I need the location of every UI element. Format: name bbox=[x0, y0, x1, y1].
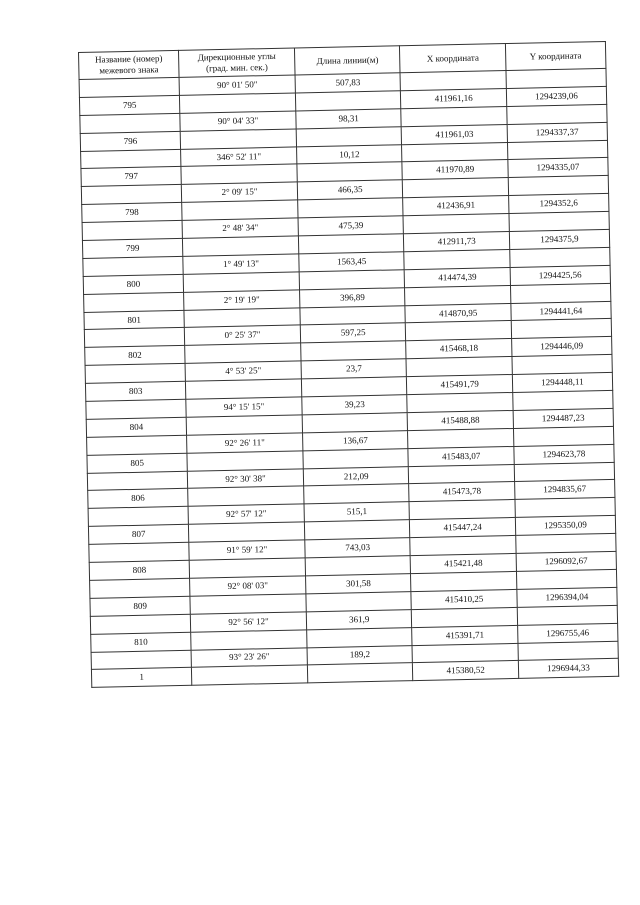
cell-y bbox=[513, 426, 614, 446]
cell-length bbox=[305, 556, 411, 576]
table-body bbox=[79, 68, 619, 687]
cell-length bbox=[300, 305, 406, 325]
cell-length bbox=[298, 234, 404, 254]
cell-name: 796 bbox=[80, 131, 180, 151]
cell-length bbox=[299, 270, 405, 290]
cell-name: 799 bbox=[82, 238, 182, 258]
cell-angle: 90° 04' 33" bbox=[180, 111, 296, 131]
cell-x bbox=[412, 607, 518, 627]
cell-name: 804 bbox=[86, 417, 186, 437]
cell-name: 1 bbox=[91, 668, 191, 688]
cell-name: 798 bbox=[82, 203, 182, 223]
cell-name: 808 bbox=[89, 560, 189, 580]
header-y: Y координата bbox=[505, 41, 606, 70]
cell-length: 475,39 bbox=[298, 216, 404, 236]
cell-angle: 1° 49' 13" bbox=[183, 254, 299, 274]
cell-y bbox=[516, 569, 617, 589]
cell-y: 1294239,06 bbox=[506, 86, 607, 106]
cell-name bbox=[83, 256, 183, 276]
cell-y: 1294337,37 bbox=[507, 122, 608, 142]
cell-x: 412911,73 bbox=[404, 232, 510, 252]
cell-angle: 92° 08' 03" bbox=[190, 576, 306, 596]
cell-length bbox=[301, 377, 407, 397]
cell-x: 415391,71 bbox=[412, 625, 518, 645]
cell-angle: 94° 15' 15" bbox=[186, 397, 302, 417]
cell-angle: 2° 09' 15" bbox=[181, 182, 297, 202]
cell-x bbox=[412, 643, 518, 663]
cell-x: 415380,52 bbox=[413, 661, 519, 681]
cell-x: 415410,25 bbox=[411, 589, 517, 609]
cell-name: 809 bbox=[90, 596, 190, 616]
cell-y bbox=[507, 140, 608, 160]
cell-length: 212,09 bbox=[303, 466, 409, 486]
cell-y: 1294352,6 bbox=[508, 194, 609, 214]
cell-y: 1294441,64 bbox=[511, 301, 612, 321]
cell-name: 802 bbox=[85, 346, 185, 366]
cell-length: 136,67 bbox=[303, 430, 409, 450]
cell-angle bbox=[192, 665, 308, 685]
cell-length bbox=[304, 484, 410, 504]
cell-name bbox=[82, 220, 182, 240]
cell-y: 1294425,56 bbox=[510, 265, 611, 285]
cell-x: 414474,39 bbox=[405, 267, 511, 287]
cell-name: 801 bbox=[84, 310, 184, 330]
cell-x: 415421,48 bbox=[411, 553, 517, 573]
cell-angle: 2° 19' 19" bbox=[184, 290, 300, 310]
cell-x bbox=[403, 178, 509, 198]
cell-length bbox=[301, 341, 407, 361]
cell-length bbox=[306, 591, 412, 611]
cell-length bbox=[298, 198, 404, 218]
cell-name bbox=[81, 185, 181, 205]
cell-angle: 346° 52' 11" bbox=[181, 147, 297, 167]
cell-name bbox=[90, 578, 190, 598]
cell-length: 23,7 bbox=[301, 359, 407, 379]
cell-y bbox=[512, 355, 613, 375]
cell-x bbox=[402, 142, 508, 162]
cell-y bbox=[507, 104, 608, 124]
cell-y bbox=[515, 498, 616, 518]
cell-y bbox=[517, 605, 618, 625]
cell-angle: 0° 25' 37" bbox=[184, 325, 300, 345]
cell-name: 806 bbox=[88, 489, 188, 509]
cell-y: 1294375,9 bbox=[509, 229, 610, 249]
cell-y: 1296755,46 bbox=[517, 623, 618, 643]
cell-x bbox=[408, 428, 514, 448]
cell-name: 810 bbox=[91, 632, 191, 652]
cell-length: 515,1 bbox=[304, 502, 410, 522]
cell-length bbox=[295, 91, 401, 111]
cell-y: 1296394,04 bbox=[517, 587, 618, 607]
cell-y: 1294623,78 bbox=[514, 444, 615, 464]
cell-x: 415468,18 bbox=[406, 339, 512, 359]
cell-angle: 91° 59' 12" bbox=[189, 540, 305, 560]
cell-name bbox=[79, 77, 179, 97]
cell-x: 411961,03 bbox=[402, 124, 508, 144]
cell-length bbox=[303, 448, 409, 468]
cell-x: 414870,95 bbox=[405, 303, 511, 323]
cell-x bbox=[406, 321, 512, 341]
coordinates-table bbox=[78, 41, 619, 688]
cell-y bbox=[516, 534, 617, 554]
cell-length: 743,03 bbox=[305, 538, 411, 558]
scanned-page bbox=[78, 41, 619, 683]
cell-y bbox=[506, 68, 607, 88]
cell-y: 1294335,07 bbox=[508, 158, 609, 178]
cell-x bbox=[406, 357, 512, 377]
cell-name bbox=[84, 328, 184, 348]
header-length: Длина линии(м) bbox=[295, 46, 401, 75]
cell-length bbox=[297, 162, 403, 182]
cell-angle: 92° 30' 38" bbox=[187, 468, 303, 488]
cell-length bbox=[307, 663, 413, 683]
cell-x bbox=[403, 214, 509, 234]
header-name: Название (номер) межевого знака bbox=[79, 50, 180, 79]
cell-y: 1296092,67 bbox=[516, 551, 617, 571]
cell-y bbox=[508, 176, 609, 196]
cell-x bbox=[405, 285, 511, 305]
cell-x bbox=[401, 106, 507, 126]
cell-length: 301,58 bbox=[306, 574, 412, 594]
cell-name bbox=[87, 471, 187, 491]
cell-name bbox=[88, 507, 188, 527]
cell-y: 1294835,67 bbox=[514, 480, 615, 500]
cell-length: 597,25 bbox=[300, 323, 406, 343]
cell-x bbox=[400, 71, 506, 91]
cell-y bbox=[513, 390, 614, 410]
cell-name bbox=[87, 435, 187, 455]
cell-length bbox=[304, 520, 410, 540]
cell-x: 412436,91 bbox=[403, 196, 509, 216]
cell-name bbox=[89, 542, 189, 562]
cell-angle: 92° 56' 12" bbox=[190, 612, 306, 632]
cell-name bbox=[91, 650, 191, 670]
cell-angle: 4° 53' 25" bbox=[185, 361, 301, 381]
cell-angle: 92° 57' 12" bbox=[188, 504, 304, 524]
cell-y bbox=[509, 212, 610, 232]
cell-length: 507,83 bbox=[295, 73, 401, 93]
cell-name bbox=[90, 614, 190, 634]
header-x: X координата bbox=[400, 44, 506, 73]
cell-y bbox=[510, 247, 611, 267]
cell-y bbox=[510, 283, 611, 303]
cell-angle: 2° 48' 34" bbox=[182, 218, 298, 238]
cell-x bbox=[409, 500, 515, 520]
cell-x: 415491,79 bbox=[407, 375, 513, 395]
cell-x bbox=[407, 393, 513, 413]
cell-y: 1294446,09 bbox=[511, 337, 612, 357]
cell-angle: 92° 26' 11" bbox=[187, 433, 303, 453]
cell-name: 803 bbox=[85, 381, 185, 401]
cell-length: 361,9 bbox=[306, 609, 412, 629]
cell-y bbox=[511, 319, 612, 339]
cell-y: 1295350,09 bbox=[515, 516, 616, 536]
cell-x bbox=[411, 571, 517, 591]
cell-x: 415447,24 bbox=[410, 518, 516, 538]
cell-length: 1563,45 bbox=[299, 252, 405, 272]
cell-x: 415473,78 bbox=[409, 482, 515, 502]
cell-name: 800 bbox=[83, 274, 183, 294]
cell-x: 411961,16 bbox=[401, 88, 507, 108]
header-angle: Дирекционные углы (град. мин. сек.) bbox=[179, 48, 295, 77]
cell-length bbox=[296, 126, 402, 146]
cell-length: 39,23 bbox=[302, 395, 408, 415]
cell-name bbox=[81, 149, 181, 169]
cell-length: 396,89 bbox=[300, 287, 406, 307]
cell-length: 466,35 bbox=[297, 180, 403, 200]
cell-length: 189,2 bbox=[307, 645, 413, 665]
cell-y bbox=[514, 462, 615, 482]
cell-angle: 90° 01' 50" bbox=[179, 75, 295, 95]
cell-length bbox=[307, 627, 413, 647]
cell-x: 411970,89 bbox=[402, 160, 508, 180]
cell-angle: 93° 23' 26" bbox=[191, 647, 307, 667]
cell-length bbox=[302, 413, 408, 433]
cell-name bbox=[85, 364, 185, 384]
cell-y bbox=[518, 641, 619, 661]
cell-length: 98,31 bbox=[296, 109, 402, 129]
cell-name: 807 bbox=[88, 525, 188, 545]
cell-x: 415488,88 bbox=[408, 410, 514, 430]
cell-name bbox=[80, 113, 180, 133]
cell-x bbox=[410, 536, 516, 556]
cell-x bbox=[404, 249, 510, 269]
cell-x bbox=[409, 464, 515, 484]
cell-name: 805 bbox=[87, 453, 187, 473]
cell-length: 10,12 bbox=[297, 144, 403, 164]
cell-y: 1296944,33 bbox=[518, 659, 619, 679]
cell-x: 415483,07 bbox=[408, 446, 514, 466]
cell-y: 1294487,23 bbox=[513, 408, 614, 428]
cell-y: 1294448,11 bbox=[512, 373, 613, 393]
cell-name: 795 bbox=[79, 95, 179, 115]
cell-name: 797 bbox=[81, 167, 181, 187]
cell-name bbox=[86, 399, 186, 419]
cell-name bbox=[84, 292, 184, 312]
